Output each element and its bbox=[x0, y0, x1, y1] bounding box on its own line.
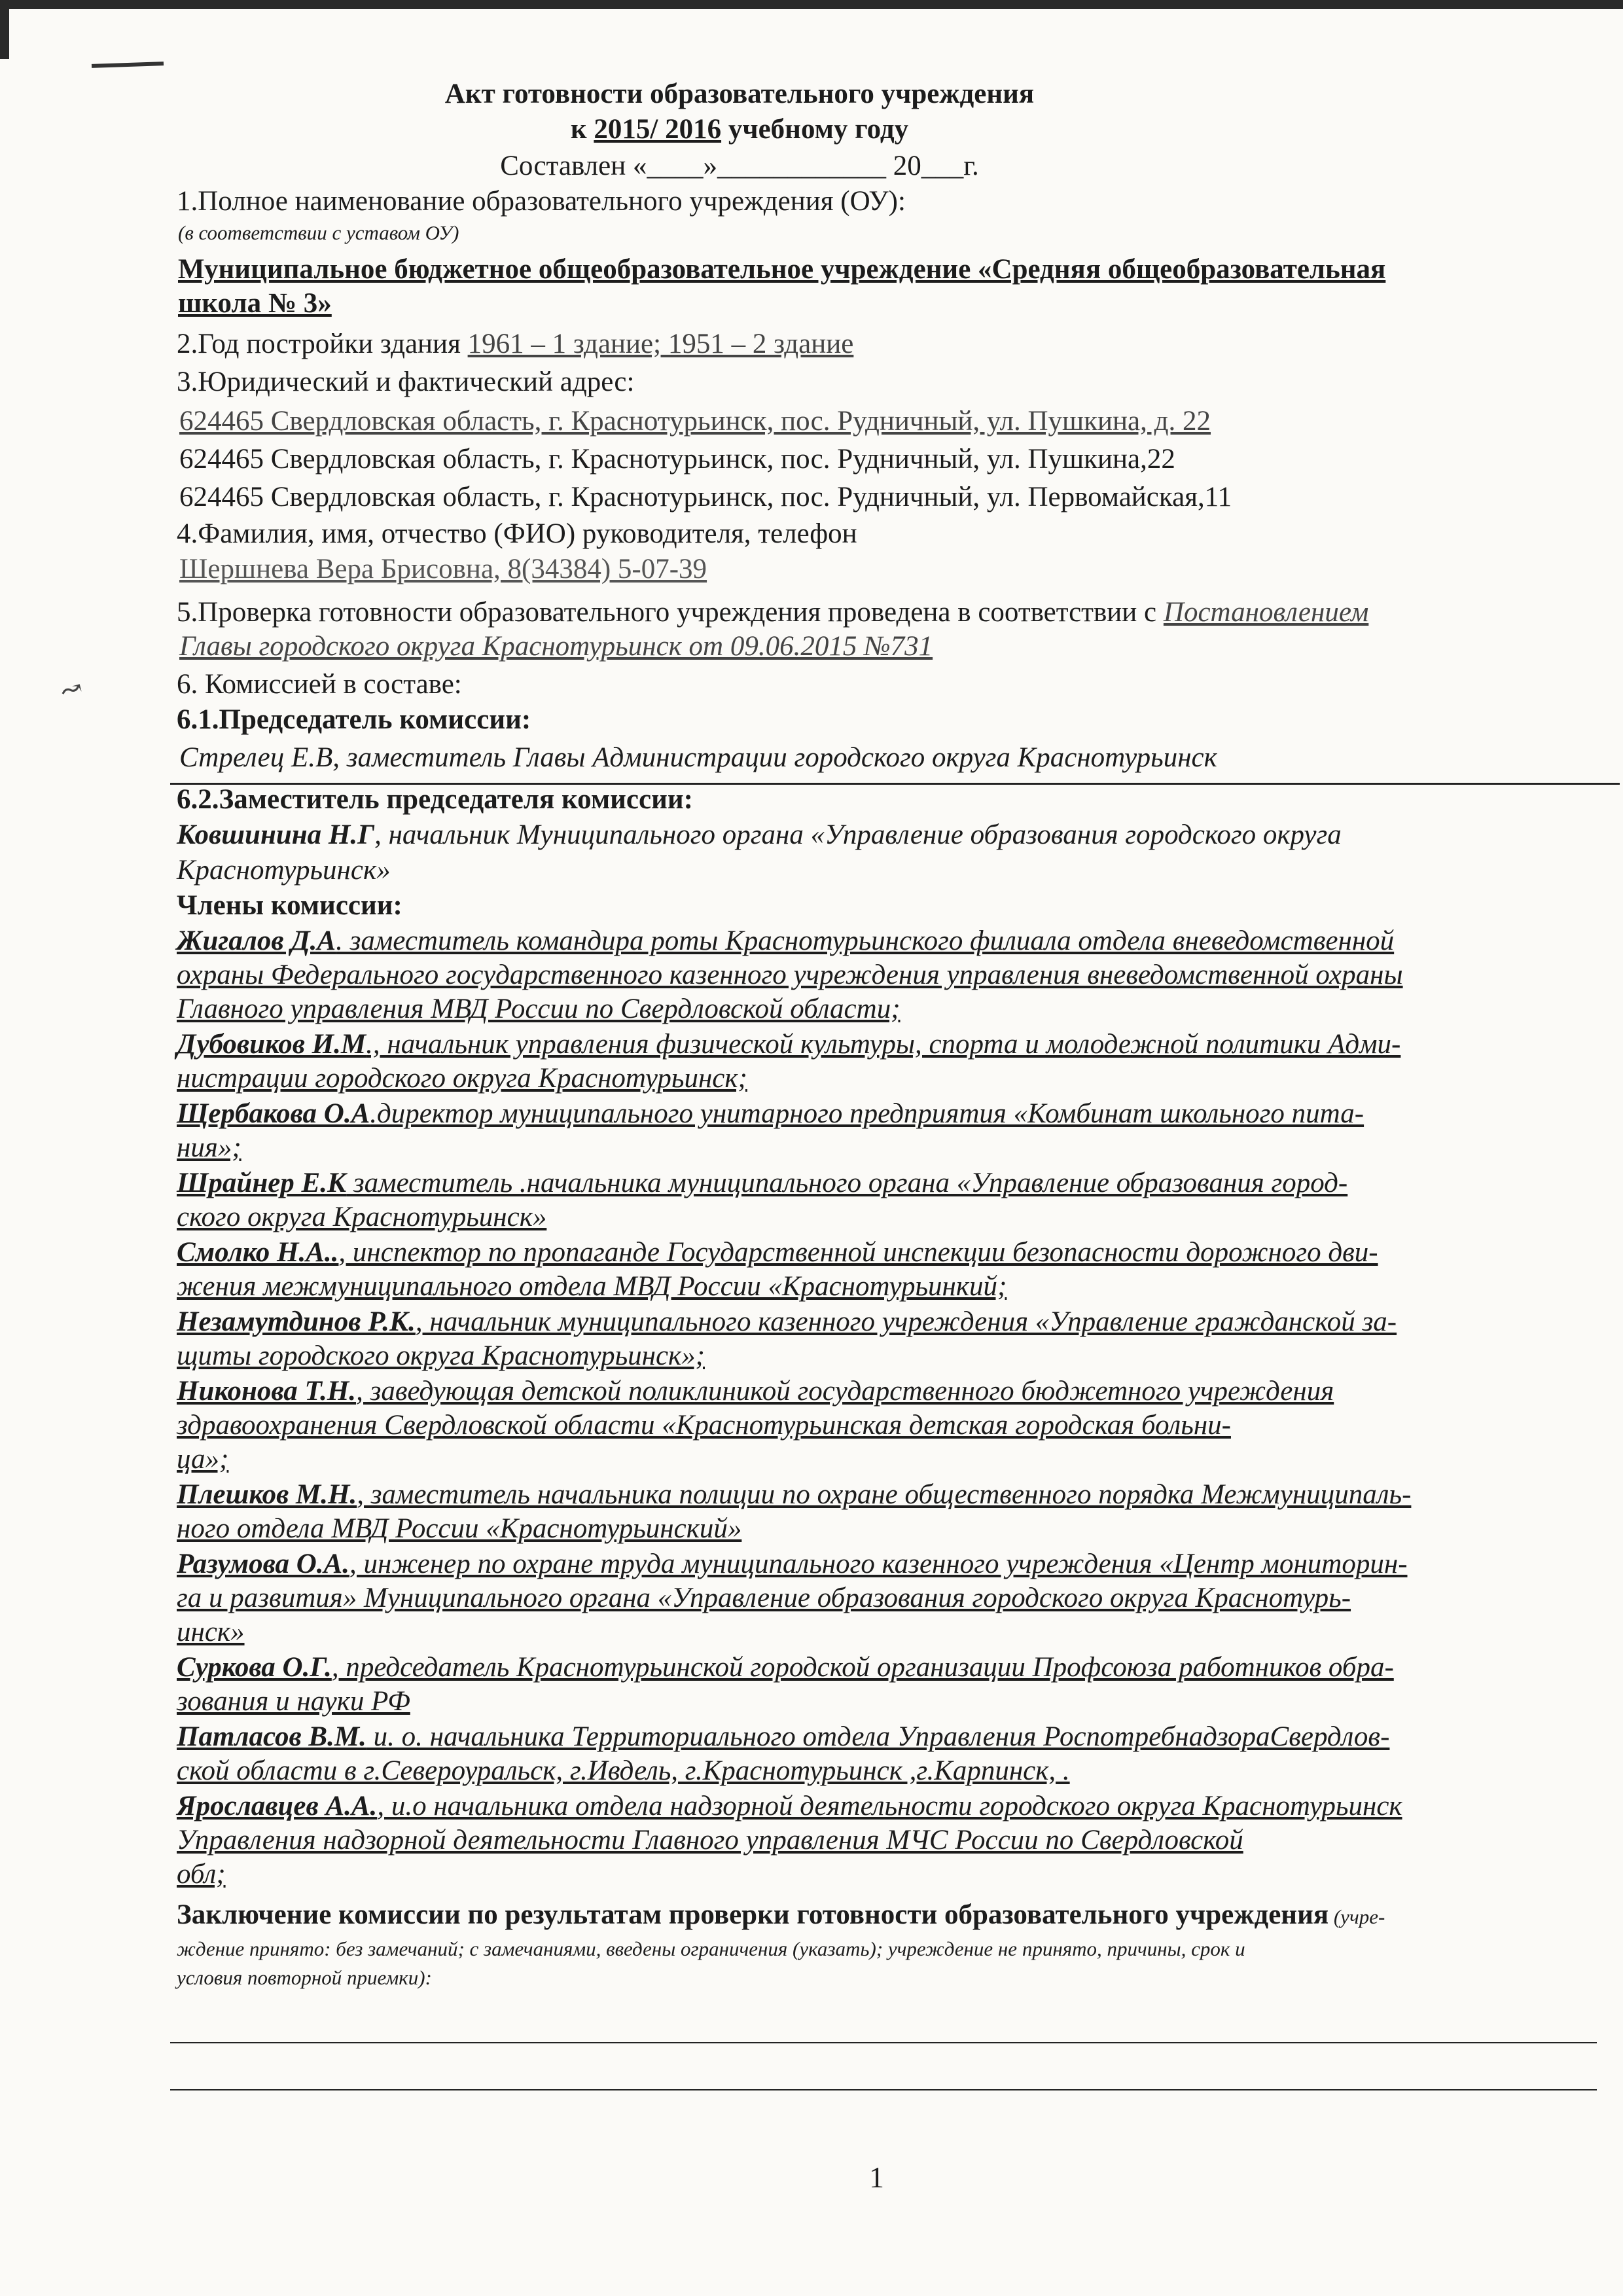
member-4-line1: Шрайнер Е.К заместитель .начальника муниципального органа «Управление образования город- bbox=[177, 1168, 1348, 1198]
member-9-line1: Разумова О.А., инженер по охране труда муниципального казенного учреждения «Центр мониторин- bbox=[177, 1549, 1408, 1579]
member-2-line2: нистрации городского округа Краснотурьинск; bbox=[177, 1063, 747, 1094]
school-name-line1: Муниципальное бюджетное общеобразовательное учреждение «Средняя общеобразовательная bbox=[178, 254, 1386, 285]
pen-mark bbox=[92, 62, 164, 68]
address-3: 624465 Свердловская область, г. Краснотурьинск, пос. Рудничный, ул. Первомайская,11 bbox=[179, 482, 1232, 512]
member-8-line2: ного отдела МВД России «Краснотурьинский» bbox=[177, 1513, 742, 1544]
director-info: Шершнева Вера Брисовна, 8(34384) 5-07-39 bbox=[179, 554, 707, 584]
page-number: 1 bbox=[869, 2161, 884, 2194]
member-10-line1: Суркова О.Г., председатель Краснотурьинской городской организации Профсоюза работников обра- bbox=[177, 1652, 1394, 1683]
member-10-line2: зования и науки РФ bbox=[177, 1686, 410, 1717]
conclusion-hint-line2: ждение принято: без замечаний; с замечаниями, введены ограничения (указать); учреждение не принято, причины, срок и bbox=[177, 1937, 1245, 1960]
margin-mark-icon: ↝ bbox=[56, 672, 86, 707]
member-5-line2: жения межмуниципального отдела МВД России «Краснотурьинкий; bbox=[177, 1271, 1007, 1302]
deputy-line1: Ковшинина Н.Г, начальник Муниципального органа «Управление образования городского округа bbox=[177, 819, 1342, 850]
item1-label: 1.Полное наименование образовательного учреждения (ОУ): bbox=[177, 186, 906, 217]
member-1-line1: Жигалов Д.А. заместитель командира роты Краснотурьинского филиала отдела вневедомственной bbox=[177, 925, 1395, 956]
member-9-line2: га и развития» Муниципального органа «Управление образования городского округа Краснотурь- bbox=[177, 1583, 1351, 1613]
member-7-line1: Никонова Т.Н., заведующая детской поликлиникой государственного бюджетного учреждения bbox=[177, 1376, 1334, 1407]
item5-label: 5.Проверка готовности образовательного учреждения проведена в соответствии с Постановлением bbox=[177, 597, 1369, 628]
chair-label: 6.1.Председатель комиссии: bbox=[177, 704, 531, 735]
deputy-label: 6.2.Заместитель председателя комиссии: bbox=[177, 784, 693, 815]
member-3-line2: ния»; bbox=[177, 1132, 241, 1163]
member-1-line2: охраны Федерального государственного казенного учреждения управления вневедомственной охраны bbox=[177, 960, 1403, 990]
item4-label: 4.Фамилия, имя, отчество (ФИО) руководителя, телефон bbox=[177, 518, 857, 549]
member-2-line1: Дубовиков И.М., начальник управления физической культуры, спорта и молодежной политики Адми- bbox=[177, 1029, 1401, 1060]
school-name-line2: школа № 3» bbox=[178, 288, 332, 319]
item5-reference: Главы городского округа Краснотурьинск от 09.06.2015 №731 bbox=[179, 631, 933, 662]
blank-line-2 bbox=[170, 2089, 1597, 2090]
address-2: 624465 Свердловская область, г. Краснотурьинск, пос. Рудничный, ул. Пушкина,22 bbox=[179, 444, 1175, 475]
scan-edge-left bbox=[0, 0, 9, 59]
chair-name: Стрелец Е.В, заместитель Главы Администрации городского округа Краснотурьинск bbox=[179, 742, 1217, 773]
member-9-line3: инск» bbox=[177, 1617, 245, 1647]
deputy-line2: Краснотурьинск» bbox=[177, 855, 391, 886]
conclusion-line1: Заключение комиссии по результатам проверки готовности образовательного учреждения (учре- bbox=[177, 1899, 1385, 1930]
item3-label: 3.Юридический и фактический адрес: bbox=[177, 367, 635, 397]
member-12-line2: Управления надзорной деятельности Главного управления МЧС России по Свердловской bbox=[177, 1825, 1243, 1856]
scan-edge-top bbox=[0, 0, 1623, 9]
item1-hint: (в соответствии с уставом ОУ) bbox=[178, 221, 459, 244]
member-11-line2: ской области в г.Североуральск, г.Ивдель, г.Краснотурьинск ,г.Карпинск, . bbox=[177, 1755, 1070, 1786]
member-11-line1: Патласов В.М. и. о. начальника Территориального отдела Управления РоспотребнадзораСвердлов- bbox=[177, 1721, 1390, 1752]
member-4-line2: ского округа Краснотурьинск» bbox=[177, 1202, 547, 1232]
member-1-line3: Главного управления МВД России по Свердловской области; bbox=[177, 994, 901, 1024]
member-12-line1: Ярославцев А.А., и.о начальника отдела надзорной деятельности городского округа Краснотурьинск bbox=[177, 1791, 1402, 1821]
conclusion-hint-line3: условия повторной приемки): bbox=[177, 1966, 432, 1989]
blank-line-1 bbox=[170, 2042, 1597, 2043]
members-label: Члены комиссии: bbox=[177, 890, 402, 921]
item2: 2.Год постройки здания 1961 – 1 здание; 1951 – 2 здание bbox=[177, 329, 854, 359]
compiled-date: Составлен «____»____________ 20___г. bbox=[500, 151, 979, 181]
doc-title-line1: Акт готовности образовательного учреждения bbox=[444, 79, 1035, 109]
member-7-line2: здравоохранения Свердловской области «Краснотурьинская детская городская больни- bbox=[177, 1410, 1231, 1441]
member-12-line3: обл; bbox=[177, 1859, 226, 1890]
item6-label: 6. Комиссией в составе: bbox=[177, 669, 462, 700]
member-6-line1: Незамутдинов Р.К., начальник муниципального казенного учреждения «Управление гражданской за- bbox=[177, 1306, 1397, 1337]
member-8-line1: Плешков М.Н., заместитель начальника полиции по охране общественного порядка Межмуниципаль- bbox=[177, 1479, 1412, 1510]
member-6-line2: щиты городского округа Краснотурьинск»; bbox=[177, 1340, 705, 1371]
member-3-line1: Щербакова О.А.директор муниципального унитарного предприятия «Комбинат школьного пита- bbox=[177, 1098, 1364, 1129]
member-5-line1: Смолко Н.А.., инспектор по пропаганде Государственной инспекции безопасности дорожного дви- bbox=[177, 1237, 1378, 1268]
member-7-line3: ца»; bbox=[177, 1444, 229, 1475]
doc-title-line2: к 2015/ 2016 учебному году bbox=[570, 114, 909, 145]
address-1: 624465 Свердловская область, г. Краснотурьинск, пос. Рудничный, ул. Пушкина, д. 22 bbox=[179, 406, 1211, 437]
